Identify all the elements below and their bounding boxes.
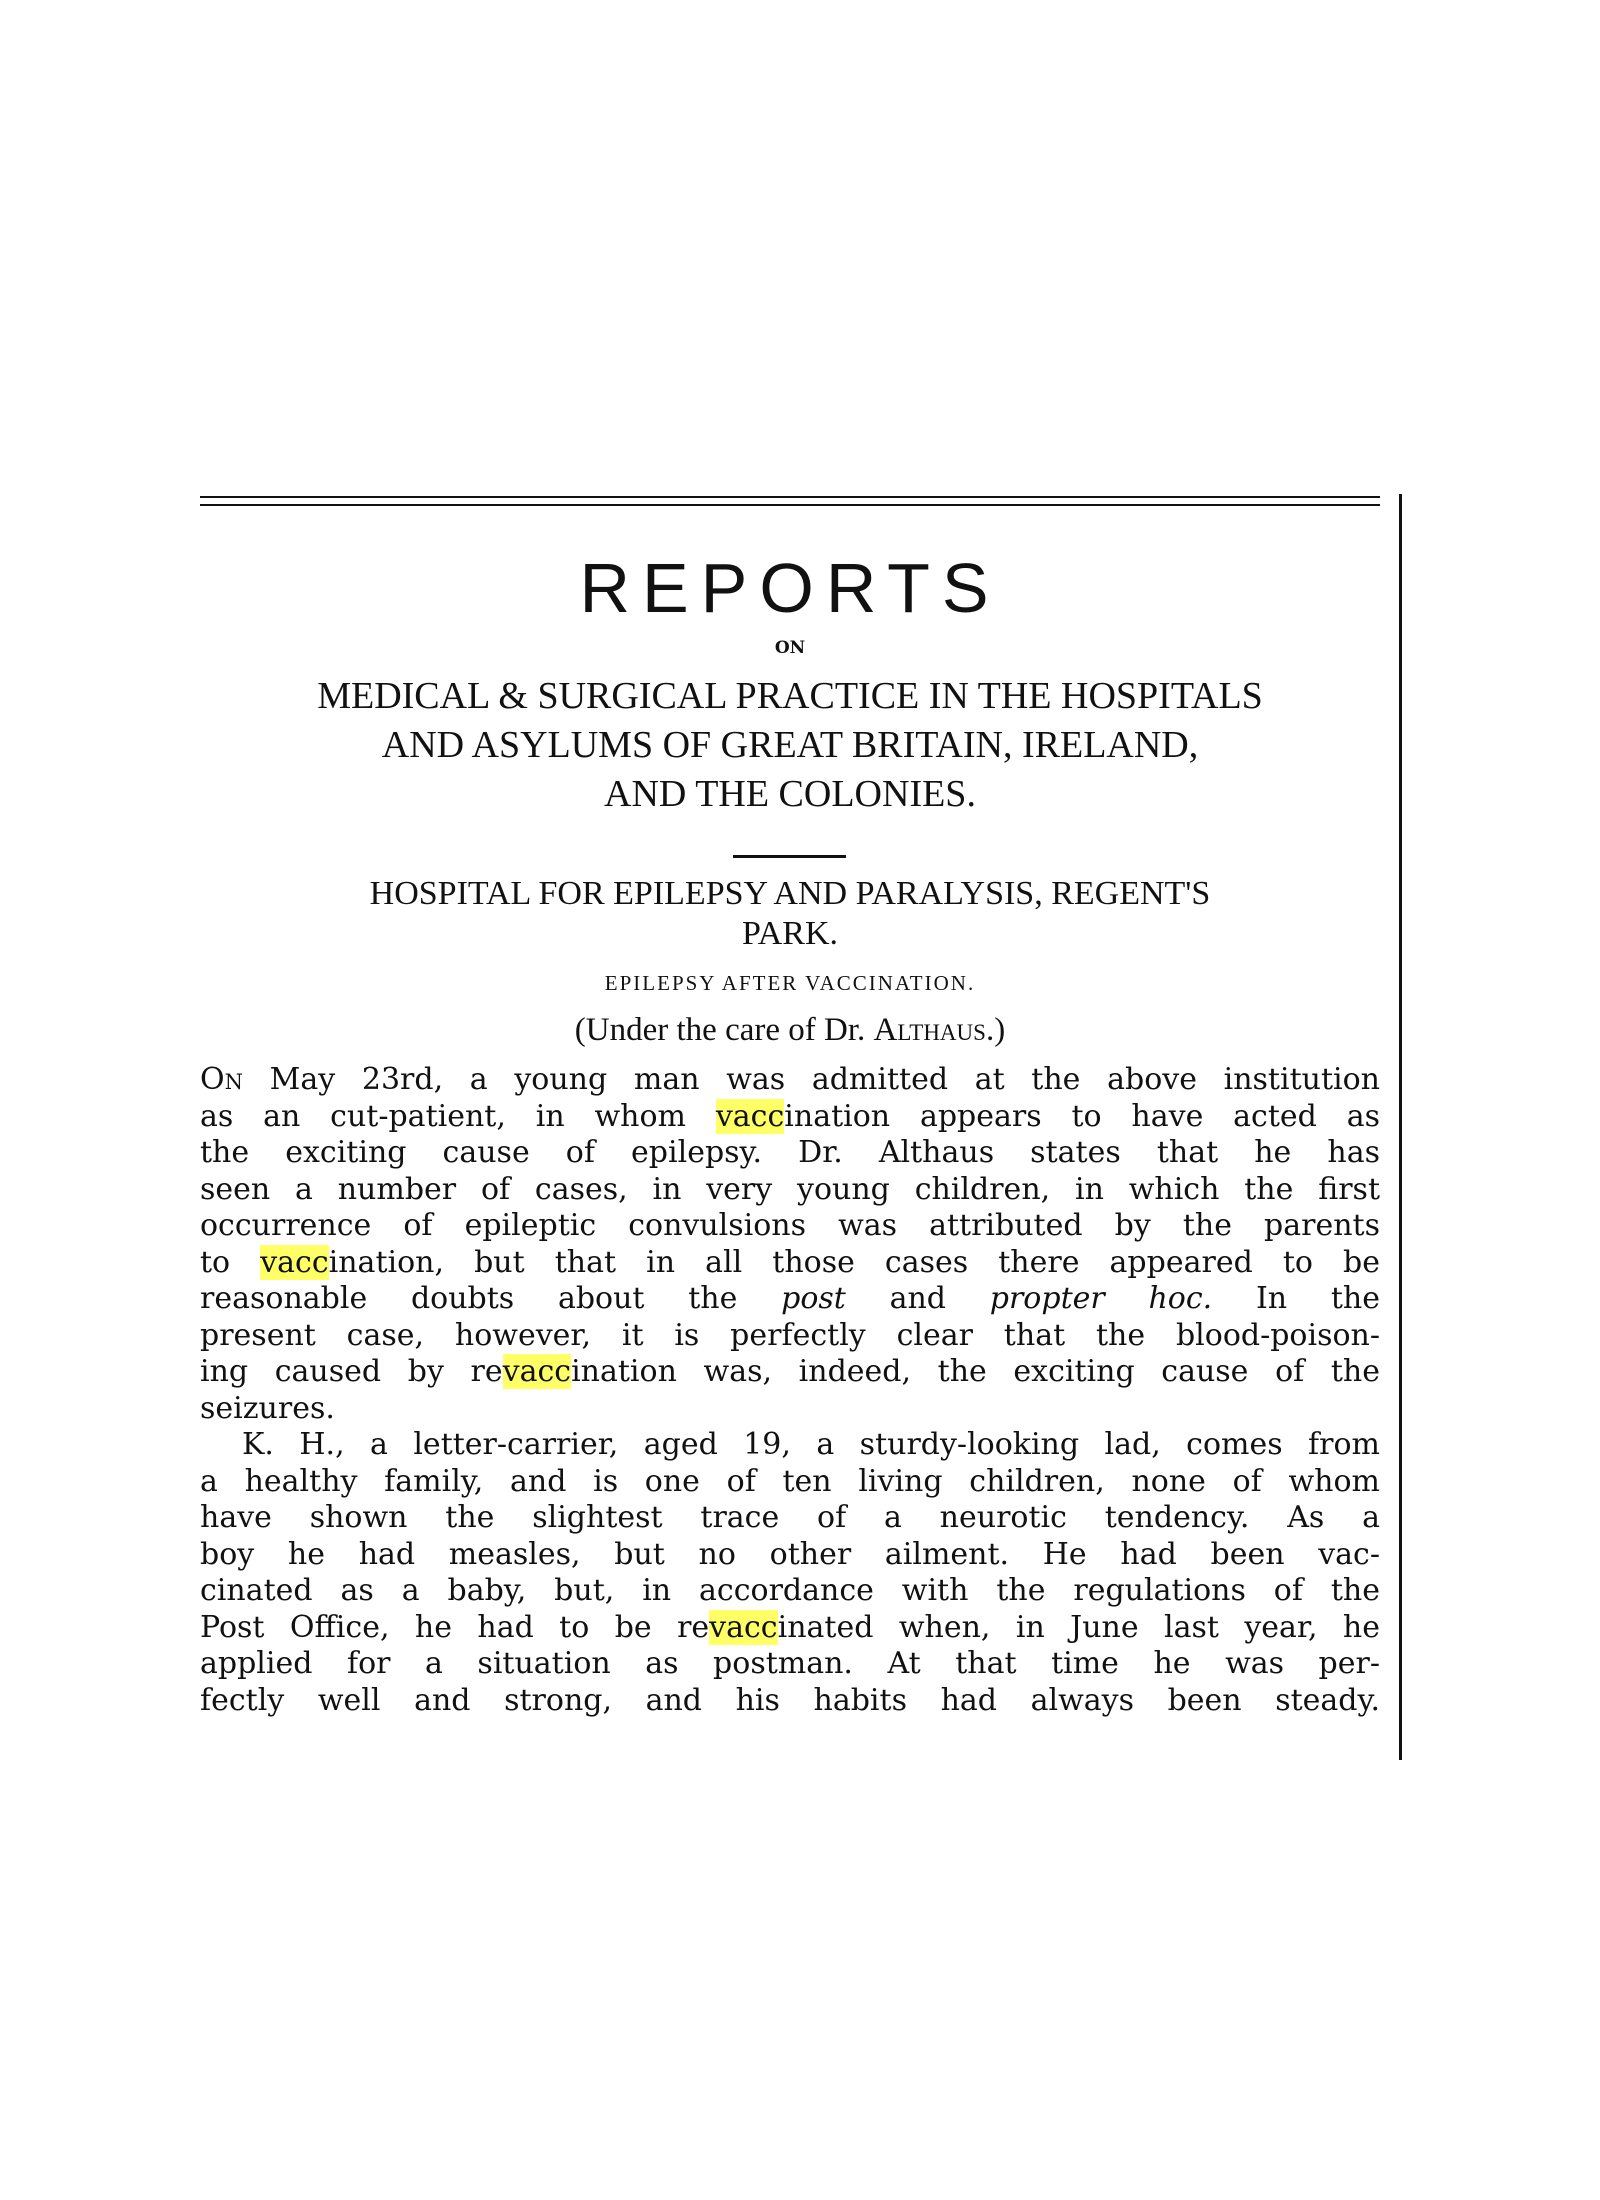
body-line: seizures. [200, 1390, 335, 1426]
body-line: reasonable doubts about the post and propter hoc. In the [200, 1281, 1381, 1316]
search-highlight: vacc [502, 1354, 572, 1389]
section-heading [200, 672, 1380, 819]
care-doctor-name: Althaus [873, 1012, 986, 1048]
body-line: On May 23rd, a young man was admitted at the above institution [200, 1062, 1380, 1097]
right-column-rule [1399, 494, 1402, 1760]
italic-phrase: post [781, 1281, 846, 1316]
article-body [200, 1062, 1380, 1719]
hospital-line-1: HOSPITAL FOR EPILEPSY AND PARALYSIS, REGENT'S [369, 875, 1211, 912]
body-line: a healthy family, and is one of ten living children, none of whom [200, 1463, 1380, 1499]
body-line: to vaccination, but that in all those cases there appeared to be [200, 1244, 1381, 1280]
body-line: K. H., a letter-carrier, aged 19, a sturdy-looking lad, comes from [242, 1427, 1380, 1462]
search-highlight: vacc [709, 1609, 778, 1645]
body-line: seen a number of cases, in very young children, in which the first [200, 1171, 1380, 1207]
care-line [200, 1010, 1380, 1050]
body-line: cinated as a baby, but, in accordance with the regulations of the [200, 1573, 1380, 1608]
heading-line-3: AND THE COLONIES. [604, 773, 976, 815]
italic-phrase: propter hoc. [989, 1281, 1213, 1316]
header-double-rule [200, 496, 1380, 506]
on-word: ON [774, 638, 806, 658]
heading-line-1: MEDICAL & SURGICAL PRACTICE IN THE HOSPITALS [317, 675, 1263, 717]
short-divider-rule [733, 855, 846, 858]
body-line: occurrence of epileptic convulsions was attributed by the parents [200, 1208, 1380, 1243]
care-prefix: (Under the care of Dr. [574, 1012, 866, 1048]
body-line: applied for a situation as postman. At that time he was per- [200, 1646, 1380, 1681]
search-highlight: vacc [715, 1098, 785, 1134]
hospital-line-2: PARK. [741, 915, 839, 952]
hospital-name [200, 874, 1380, 954]
reports-title: REPORTS [579, 549, 1001, 627]
case-subheading: EPILEPSY AFTER VACCINATION. [604, 971, 976, 995]
heading-line-2: AND ASYLUMS OF GREAT BRITAIN, IRELAND, [381, 724, 1199, 766]
body-line: have shown the slightest trace of a neurotic tendency. As a [200, 1500, 1380, 1535]
opening-word: On [200, 1062, 243, 1097]
body-line: fectly well and strong, and his habits had always been steady. [200, 1682, 1380, 1718]
search-highlight: vacc [260, 1244, 329, 1280]
body-line: ing caused by revaccination was, indeed, the exciting cause of the [200, 1354, 1380, 1389]
body-line: as an cut-patient, in whom vaccination appears to have acted as [200, 1098, 1380, 1134]
care-suffix: .) [985, 1012, 1006, 1048]
body-line: boy he had measles, but no other ailment. He had been vac- [200, 1536, 1380, 1572]
body-line: the exciting cause of epilepsy. Dr. Althaus states that he has [200, 1135, 1380, 1170]
body-line: Post Office, he had to be revaccinated when, in June last year, he [200, 1609, 1380, 1645]
body-line: present case, however, it is perfectly clear that the blood-poison- [200, 1317, 1380, 1353]
